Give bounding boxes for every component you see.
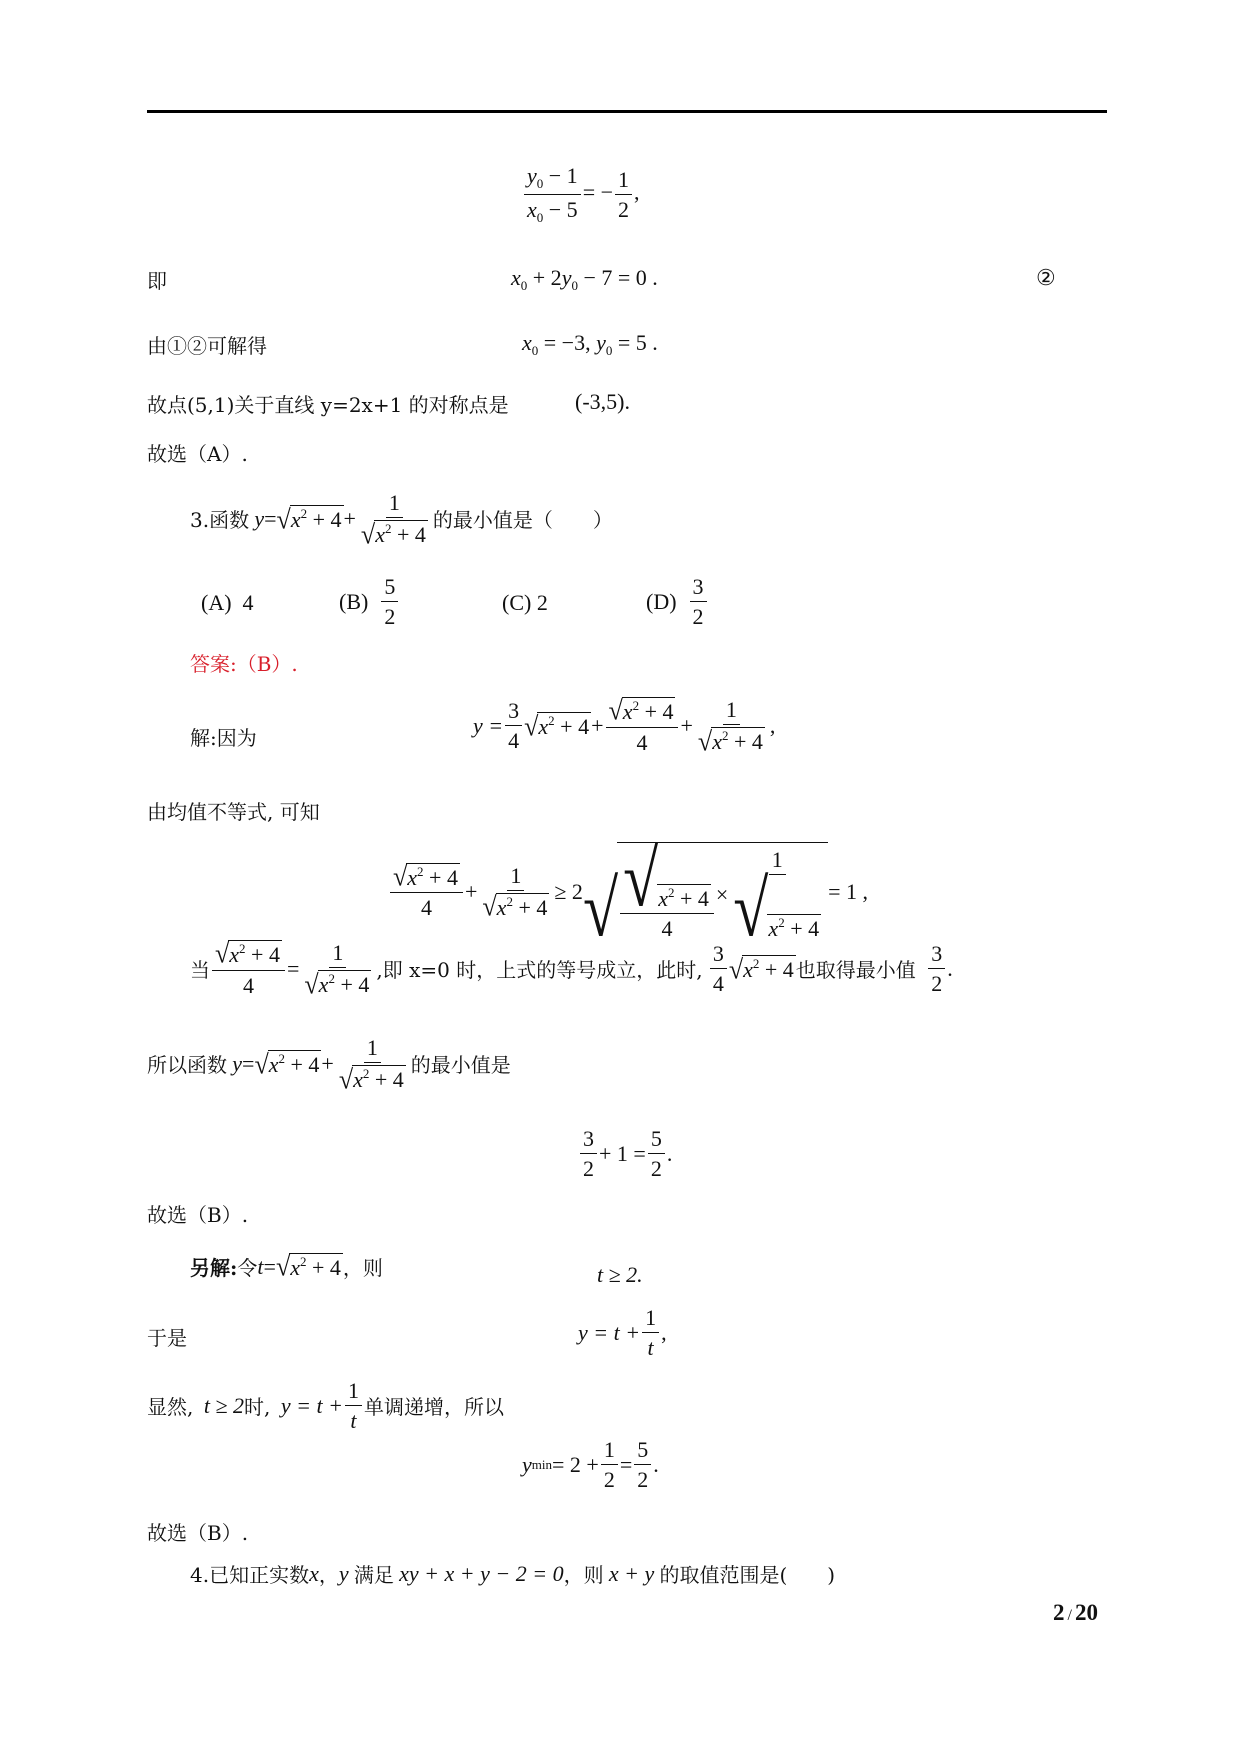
ymin-equation: y min = 2 + $\frac{1}{2}$ = $\frac{5}{2}$ . bbox=[522, 1437, 659, 1493]
label-yushi: 于是 bbox=[147, 1326, 187, 1350]
equality-condition: 当 √ $x^2 + 4$ 4 = 1 √ $x^2 + 4$ ,即 x=0 时，上式的等号成立，此时, $\frac{3}{4}$ √ $x^2 + 4$ 也取得最小值 $\frac{3}{2}$ . bbox=[190, 938, 953, 1000]
header-rule bbox=[147, 110, 1107, 113]
alt-solution-line: 另解: 令 t = √ $x^2 + 4$ ，则 bbox=[190, 1251, 383, 1282]
symmetric-point-text: 故点(5,1)关于直线 y=2x+1 的对称点是 bbox=[147, 393, 509, 417]
choose-a: 故选（A）. bbox=[147, 442, 248, 466]
option-b: (B) $\frac{5}{2}$ bbox=[339, 574, 400, 630]
label-solve: 由①②可解得 bbox=[147, 334, 267, 358]
choose-b-1: 故选（B）. bbox=[147, 1203, 249, 1227]
option-d: (D) $\frac{3}{2}$ bbox=[646, 574, 709, 630]
final-value: $\frac{3}{2}$ + 1 = $\frac{5}{2}$ . bbox=[578, 1126, 672, 1182]
page-number: 2 / 20 bbox=[1053, 1600, 1098, 1625]
equation-linear: $x_0 + 2y_0 - 7 = 0$ . bbox=[511, 265, 658, 293]
equation-slope: $\frac{y_0 - 1}{x_0 - 5}$ = − $\frac{1}{2}$ , bbox=[522, 163, 640, 226]
symmetric-point-answer: (-3,5). bbox=[575, 389, 630, 414]
monotonic-line: 显然, t ≥ 2 时, y = t + $\frac{1}{t}$ 单调递增，所以 bbox=[147, 1378, 504, 1434]
alt-y-equation: y = t + $\frac{1}{t}$ , bbox=[578, 1305, 667, 1361]
answer-label: 答案:（B）. bbox=[190, 652, 298, 676]
equation-solution: $x_0 = -3$, $y_0 = 5$ . bbox=[522, 330, 658, 358]
option-a: (A) 4 bbox=[201, 590, 254, 615]
choose-b-2: 故选（B）. bbox=[147, 1521, 249, 1545]
option-c: (C) 2 bbox=[502, 590, 548, 615]
amgm-intro: 由均值不等式, 可知 bbox=[147, 800, 320, 824]
conclusion-line: 所以函数 y = √ $x^2 + 4$ + 1 √ $x^2 + 4$ 的最小值是 bbox=[147, 1035, 511, 1095]
question-3: 3.函数 y = √ $x^2 + 4$ + 1 √ $x^2 + 4$ 的最小值是（ ） bbox=[190, 490, 613, 550]
alt-condition: t ≥ 2. bbox=[597, 1262, 643, 1287]
amgm-inequality: √ $x^2 + 4$ 4 + 1 √ $x^2 + 4$ ≥ 2 √ √ $x^2 + 4$ 4 × 1 √ $x^2 + 4$ = 1 , bbox=[388, 842, 868, 941]
solution-equation: y = $\frac{3}{4}$ √ $x^2 + 4$ + √ $x^2 + 4$ 4 + 1 √ $x^2 + 4$ , bbox=[473, 695, 776, 757]
question-4: 4.已知正实数 x ， y 满足 xy + x + y − 2 = 0 ，则 x + y 的取值范围是( ) bbox=[190, 1560, 836, 1587]
label-ji: 即 bbox=[147, 269, 167, 293]
equation-tag-2: ② bbox=[1036, 265, 1056, 290]
solution-intro: 解:因为 bbox=[190, 726, 257, 750]
sqrt-expr: √ $x^2 + 4$ bbox=[276, 503, 342, 535]
